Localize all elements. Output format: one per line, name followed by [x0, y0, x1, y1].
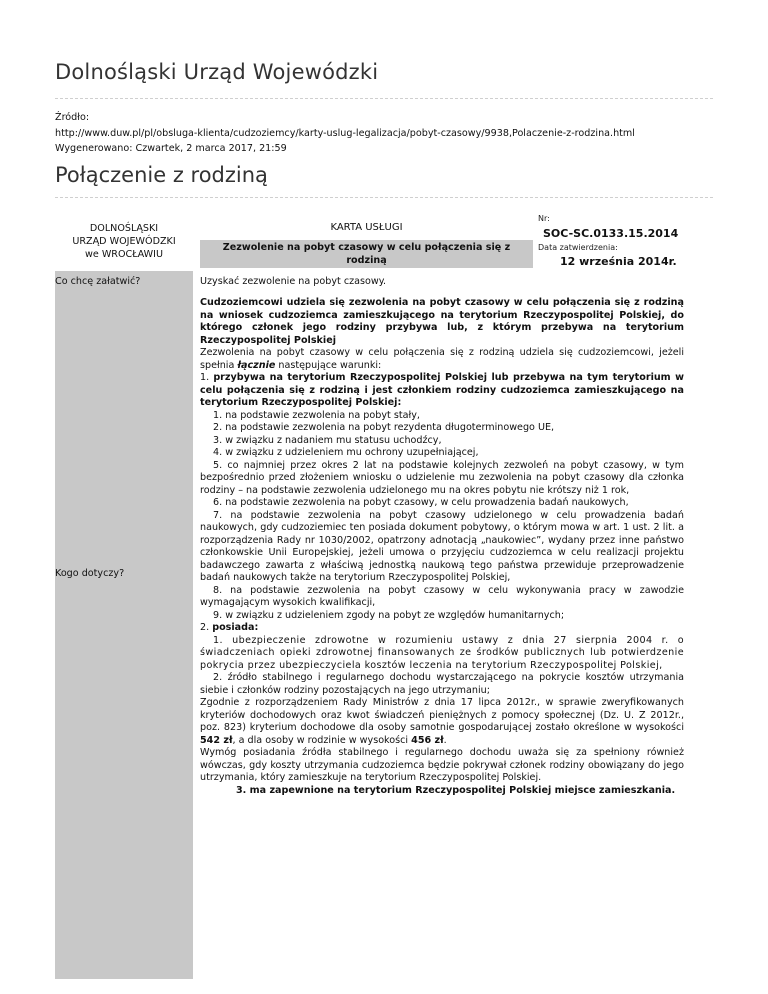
conditions-intro: Zezwolenia na pobyt czasowy w celu połączenia się z rodziną udziela się cudzoziemcowi, jeżeli spełnia łącznie następujące warunki: — [200, 347, 684, 371]
page-title: Połączenie z rodziną — [55, 163, 268, 187]
regulation-note: Zgodnie z rozporządzeniem Rady Ministrów z dnia 17 lipca 2012r., w sprawie zweryfikowanych kryteriów dochodowych oraz kwot świadczeń pieniężnych z pomocy społecznej (Dz. U. Z 2012r., poz. 823) kryterium dochodowe dla osoby samotnie gospodarującej zostało określone w wysokości 542 zł, a dla osoby w rodzinie w wysokości 456 zł. — [200, 697, 684, 746]
office-line: we WROCŁAWIU — [85, 249, 163, 260]
list-item: 3. w związku z nadaniem mu statusu uchodźcy, — [213, 434, 442, 446]
divider — [55, 98, 713, 99]
row-value-who — [200, 297, 684, 797]
card-label: KARTA USŁUGI — [330, 222, 403, 233]
generated-timestamp: Wygenerowano: Czwartek, 2 marca 2017, 21:59 — [55, 143, 287, 154]
approval-date-label: Data zatwierdzenia: — [538, 243, 618, 252]
list-item: 4. w związku z udzieleniem mu ochrony uzupełniającej, — [213, 447, 479, 458]
list-item: 9. w związku z udzieleniem zgody na pobyt ze względów humanitarnych; — [213, 609, 565, 621]
row-label-what: Co chcę załatwić? — [55, 276, 141, 287]
site-title: Dolnośląski Urząd Wojewódzki — [55, 60, 379, 84]
approval-date — [538, 243, 677, 268]
source-url: http://www.duw.pl/pl/obsluga-klienta/cudzoziemcy/karty-uslug-legalizacja/pobyt-czasowy/9938,Polaczenie-z-rodzina.html — [55, 127, 635, 139]
office-line: DOLNOŚLĄSKI — [89, 223, 159, 234]
card-number — [538, 214, 678, 240]
list-item: 1. ubezpieczenie zdrowotne w rozumieniu ustawy z dnia 27 sierpnia 2004 r. o świadczeniach opieki zdrowotnej finansowanych ze środków publicznych lub potwierdzenie pokrycia przez ubezpieczyciela kosztów leczenia na terytorium Rzeczypospolitej Polskiej, — [200, 634, 684, 671]
list-item: 7. na podstawie zezwolenia na pobyt czasowy udzielonego w celu prowadzenia badań naukowych, gdy cudzoziemiec ten posiada dokument pobytowy, o którym mowa w art. 1 ust. 2 lit. a rozporządzenia Rady nr 1030/2002, opatrzony adnotacją „naukowiec”, wydany przez inne państwo członkowskie Unii Europejskiej, jeżeli umowa o przyjęciu cudzoziemca w celu realizacji projektu badawczego zawarta z właściwą jednostką naukową tego państwa przewiduje przeprowadzenie badań naukowych także na terytorium Rzeczypospolitej Polskiej, — [200, 509, 684, 583]
source-label: Źródło: — [55, 112, 90, 123]
divider — [55, 197, 713, 198]
list-item: 1. na podstawie zezwolenia na pobyt stały, — [213, 409, 420, 421]
list-item: 2. na podstawie zezwolenia na pobyt rezydenta długoterminowego UE, — [213, 422, 555, 433]
list-item: 6. na podstawie zezwolenia na pobyt czasowy, w celu prowadzenia badań naukowych, — [213, 497, 629, 508]
office-name — [55, 222, 193, 261]
list-item: 5. co najmniej przez okres 2 lat na podstawie kolejnych zezwoleń na pobyt czasowy, w tym bezpośrednio przed złożeniem wniosku o udzielenie mu zezwolenia na pobyt czasowy dla członka rodziny – na podstawie zezwolenia udzielonego mu na okres pobytu nie krótszy niż 1 rok, — [200, 459, 684, 496]
document-meta — [55, 110, 635, 157]
list-item: 8. na podstawie zezwolenia na pobyt czasowy w celu wykonywania pracy w zawodzie wymagającym wysokich kwalifikacji, — [200, 584, 684, 608]
row-value-what: Uzyskać zezwolenie na pobyt czasowy. — [200, 276, 387, 287]
condition-2: 2. posiada: — [200, 622, 259, 633]
list-item: 2. źródło stabilnego i regularnego dochodu wystarczającego na pokrycie kosztów utrzymania siebie i członków rodziny pozostających na jego utrzymaniu; — [200, 672, 684, 696]
content-heading: Cudzoziemcowi udziela się zezwolenia na pobyt czasowy w celu połączenia się z rodziną na wniosek cudzoziemca zamieszkującego na terytorium Rzeczypospolitej Polskiej, do którego członek jego rodziny przybywa lub, z którym przebywa na terytorium Rzeczypospolitej Polskiej — [200, 297, 684, 346]
approval-date-value: 12 września 2014r. — [560, 255, 677, 268]
row-label-who: Kogo dotyczy? — [55, 568, 125, 579]
service-name: Zezwolenie na pobyt czasowy w celu połączenia się z rodziną — [200, 240, 533, 268]
office-line: URZĄD WOJEWÓDZKI — [72, 236, 176, 247]
condition-1: 1. przybywa na terytorium Rzeczypospolitej Polskiej lub przebywa na tym terytorium w celu połączenia się z rodziną i jest członkiem rodziny cudzoziemca zamieszkującego na terytorium Rzeczypospolitej Polskiej: — [200, 372, 684, 408]
card-number-label: Nr: — [538, 214, 550, 223]
card-number-value: SOC-SC.0133.15.2014 — [543, 227, 679, 240]
income-note: Wymóg posiadania źródła stabilnego i regularnego dochodu uważa się za spełniony również wówczas, gdy koszty utrzymania cudzoziemca będzie pokrywał członek rodziny obowiązany do jego utrzymania, który zamieszkuje na terytorium Rzeczypospolitej Polskiej. — [200, 747, 684, 783]
condition-3: 3. ma zapewnione na terytorium Rzeczypospolitej Polskiej miejsce zamieszkania. — [236, 784, 676, 796]
label-column — [55, 271, 193, 979]
